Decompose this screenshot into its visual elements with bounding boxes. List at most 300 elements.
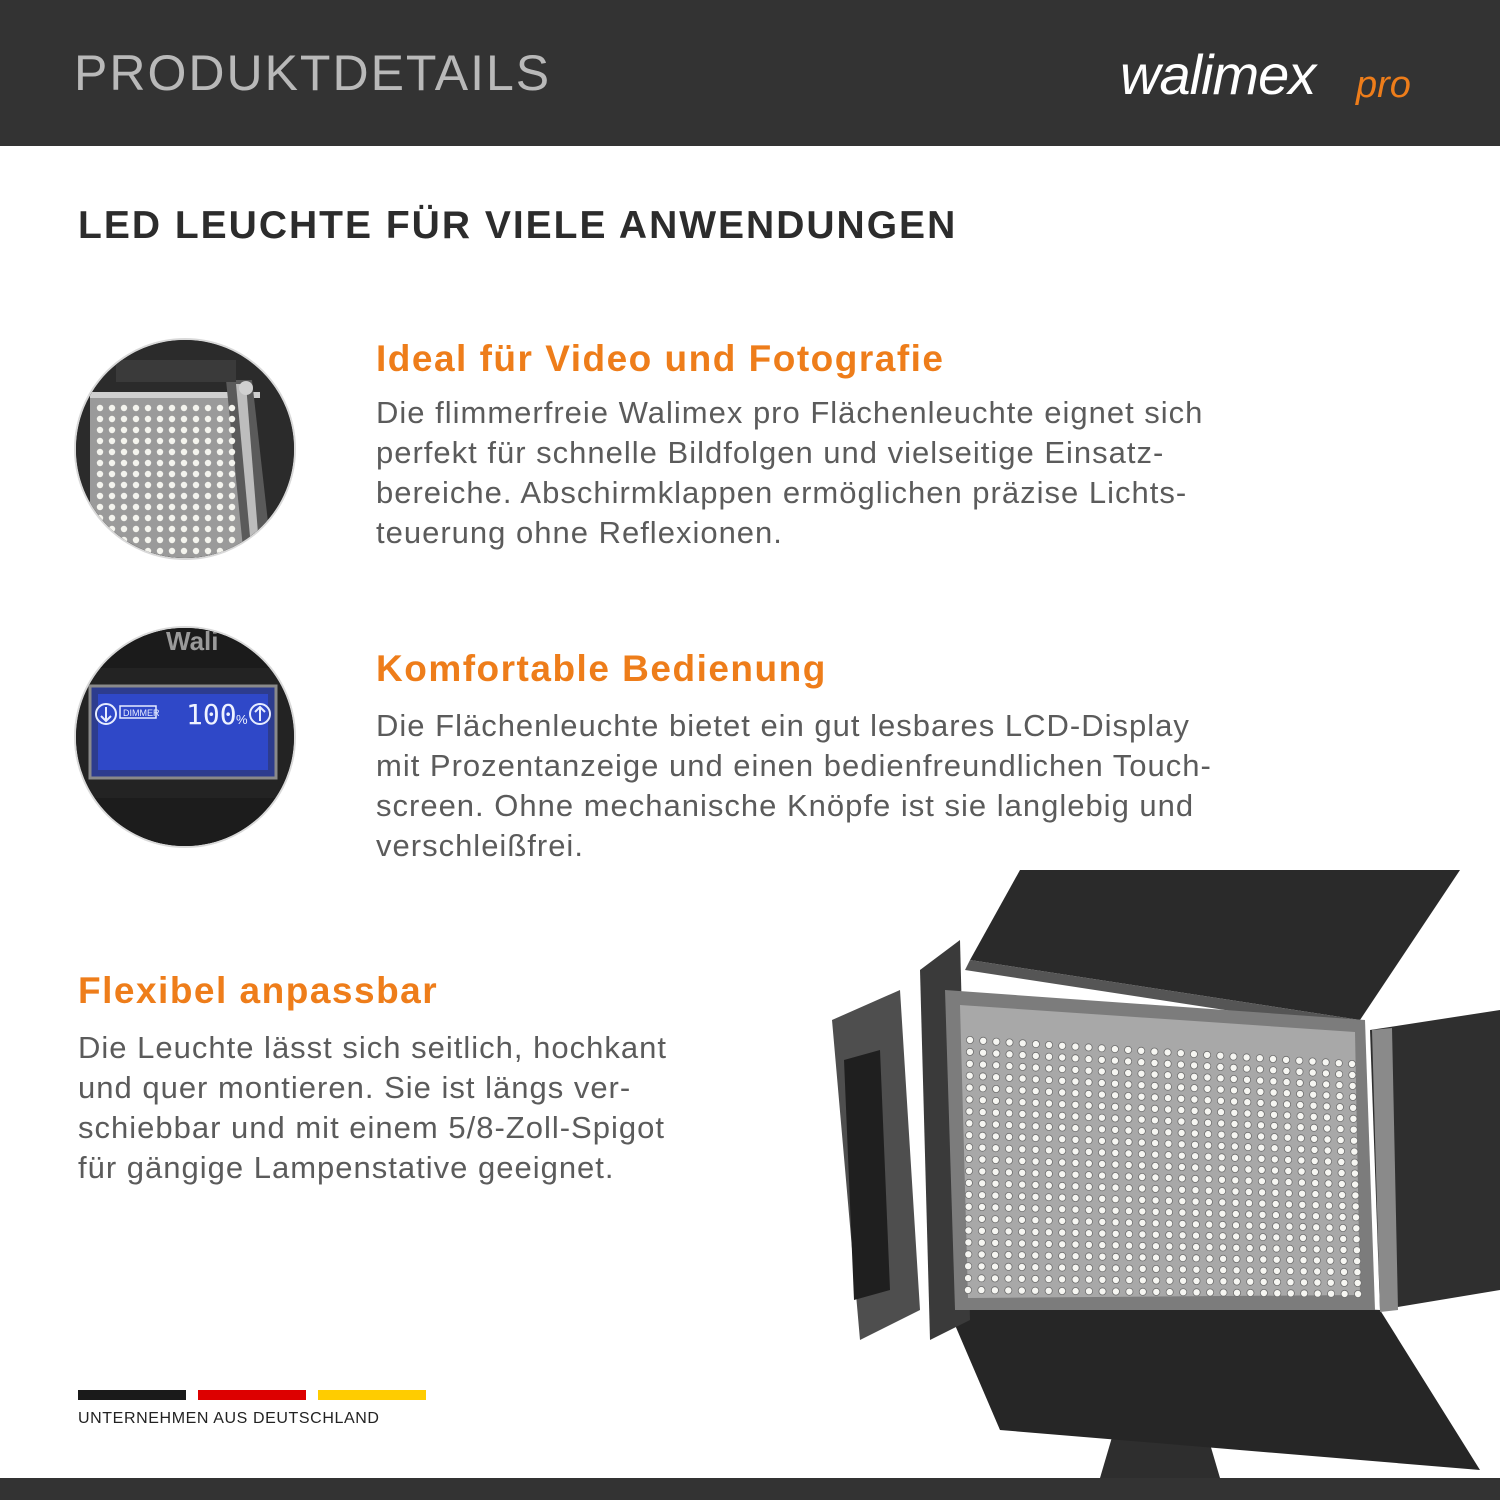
led-dot: [133, 460, 139, 466]
led-dot: [229, 405, 235, 411]
led-dot: [1354, 1269, 1361, 1276]
led-dot: [1298, 1157, 1305, 1164]
led-dot: [145, 449, 151, 455]
led-dot: [1192, 1221, 1199, 1228]
led-dot: [1191, 1096, 1198, 1103]
led-dot: [1286, 1245, 1293, 1252]
led-dot: [1153, 1288, 1160, 1295]
led-dot: [121, 493, 127, 499]
led-dot: [1179, 1220, 1186, 1227]
led-dot: [1337, 1148, 1344, 1155]
led-dot: [1139, 1196, 1146, 1203]
led-dot: [1299, 1212, 1306, 1219]
led-dot: [97, 504, 103, 510]
led-dot: [1338, 1169, 1345, 1176]
led-dot: [1019, 1063, 1026, 1070]
led-dot: [1165, 1106, 1172, 1113]
led-dot: [1018, 1252, 1025, 1259]
led-dot: [1005, 1181, 1012, 1188]
led-dot: [1045, 1158, 1052, 1165]
led-dot: [1085, 1114, 1092, 1121]
led-dot: [157, 515, 163, 521]
led-dot: [1232, 1165, 1239, 1172]
lcd-percent-unit: %: [236, 712, 248, 727]
led-dot: [1032, 1076, 1039, 1083]
led-dot: [1327, 1257, 1334, 1264]
led-dot: [1019, 1040, 1026, 1047]
led-dot: [1257, 1122, 1264, 1129]
led-dot: [1300, 1257, 1307, 1264]
led-dot: [1245, 1188, 1252, 1195]
led-dot: [1164, 1060, 1171, 1067]
led-dot: [1191, 1073, 1198, 1080]
led-dot: [1085, 1056, 1092, 1063]
led-dot: [1311, 1168, 1318, 1175]
led-dot: [1112, 1184, 1119, 1191]
led-dot: [1125, 1161, 1132, 1168]
led-dot: [1219, 1188, 1226, 1195]
led-dot: [1244, 1110, 1251, 1117]
led-dot: [1005, 1240, 1012, 1247]
led-dot: [109, 526, 115, 532]
led-dot: [1151, 1059, 1158, 1066]
led-dot: [1019, 1099, 1026, 1106]
led-dot: [1125, 1104, 1132, 1111]
led-dot: [1005, 1192, 1012, 1199]
led-dot: [1285, 1201, 1292, 1208]
led-dot: [97, 515, 103, 521]
led-dot: [193, 416, 199, 422]
led-dot: [217, 493, 223, 499]
led-dot: [1059, 1287, 1066, 1294]
led-dot: [1166, 1266, 1173, 1273]
led-dot: [991, 1287, 998, 1294]
led-dot: [97, 416, 103, 422]
led-dot: [1283, 1090, 1290, 1097]
led-dot: [169, 537, 175, 543]
section-text-bedienung: [376, 706, 1212, 866]
led-dot: [1098, 1091, 1105, 1098]
led-dot: [1165, 1186, 1172, 1193]
led-dot: [205, 449, 211, 455]
led-dot: [993, 1062, 1000, 1069]
led-dot: [217, 460, 223, 466]
led-dot: [1231, 1109, 1238, 1116]
led-dot: [1151, 1082, 1158, 1089]
led-dot: [181, 416, 187, 422]
led-dot: [1322, 1059, 1329, 1066]
led-dot: [1257, 1077, 1264, 1084]
led-dot: [965, 1191, 972, 1198]
led-dot: [133, 416, 139, 422]
led-dot: [1165, 1152, 1172, 1159]
led-dot: [169, 438, 175, 444]
led-dot: [1165, 1174, 1172, 1181]
led-dot: [1217, 1109, 1224, 1116]
led-dot: [181, 515, 187, 521]
led-dot: [1139, 1173, 1146, 1180]
led-dot: [966, 1048, 973, 1055]
led-dot: [1006, 1110, 1013, 1117]
led-dot: [1059, 1066, 1066, 1073]
led-dot: [1298, 1168, 1305, 1175]
led-dot: [966, 1060, 973, 1067]
led-dot: [992, 1204, 999, 1211]
led-dot: [1165, 1117, 1172, 1124]
led-dot: [965, 1251, 972, 1258]
led-dot: [979, 1061, 986, 1068]
led-dot: [217, 482, 223, 488]
led-dot: [1098, 1126, 1105, 1133]
led-dot: [979, 1132, 986, 1139]
led-dot: [1284, 1134, 1291, 1141]
led-dot: [991, 1275, 998, 1282]
led-dot: [1350, 1137, 1357, 1144]
led-dot: [1179, 1266, 1186, 1273]
led-dot: [229, 548, 235, 554]
led-dot: [1098, 1056, 1105, 1063]
led-dot: [1193, 1289, 1200, 1296]
led-dot: [1125, 1150, 1132, 1157]
led-dot: [109, 460, 115, 466]
led-dot: [1206, 1232, 1213, 1239]
led-dot: [1327, 1279, 1334, 1286]
led-dot: [217, 471, 223, 477]
led-dot: [1247, 1289, 1254, 1296]
led-dot: [1032, 1052, 1039, 1059]
led-dot: [169, 416, 175, 422]
led-dot: [1337, 1126, 1344, 1133]
led-dot: [1259, 1200, 1266, 1207]
led-dot: [1139, 1277, 1146, 1284]
led-dot: [978, 1251, 985, 1258]
header-title: PRODUKTDETAILS: [74, 45, 552, 101]
text-line: und quer montieren. Sie ist längs ver-: [78, 1070, 632, 1105]
led-dot: [1112, 1219, 1119, 1226]
led-dot: [217, 537, 223, 543]
led-dot: [965, 1179, 972, 1186]
led-dot: [169, 515, 175, 521]
led-dot: [1311, 1135, 1318, 1142]
led-dot: [1072, 1066, 1079, 1073]
led-dot: [1206, 1266, 1213, 1273]
led-dot: [1098, 1103, 1105, 1110]
led-dot: [169, 471, 175, 477]
led-dot: [1179, 1186, 1186, 1193]
led-dot: [1072, 1241, 1079, 1248]
led-dot: [978, 1203, 985, 1210]
led-dot: [1354, 1279, 1361, 1286]
led-dot: [229, 493, 235, 499]
led-dot: [121, 537, 127, 543]
led-dot: [1111, 1046, 1118, 1053]
led-dot: [1220, 1267, 1227, 1274]
led-dot: [205, 515, 211, 521]
led-dot: [1085, 1148, 1092, 1155]
led-dot: [1313, 1235, 1320, 1242]
led-dot: [1032, 1264, 1039, 1271]
led-dot: [181, 449, 187, 455]
led-dot: [145, 416, 151, 422]
led-dot: [181, 460, 187, 466]
text-line: bereiche. Abschirmklappen ermöglichen präzise Lichts-: [376, 475, 1188, 510]
led-dot: [169, 482, 175, 488]
led-dot: [1327, 1268, 1334, 1275]
led-dot: [181, 548, 187, 554]
led-dot: [1151, 1128, 1158, 1135]
led-dot: [1341, 1279, 1348, 1286]
led-dot: [1231, 1098, 1238, 1105]
led-dot: [1166, 1289, 1173, 1296]
led-dot: [1218, 1165, 1225, 1172]
led-dot: [965, 1215, 972, 1222]
led-dot: [1258, 1133, 1265, 1140]
led-dot: [1232, 1199, 1239, 1206]
led-dot: [229, 504, 235, 510]
led-dot: [217, 438, 223, 444]
led-dot: [1125, 1173, 1132, 1180]
led-dot: [1353, 1247, 1360, 1254]
led-dot: [1354, 1258, 1361, 1265]
led-dot: [1269, 1055, 1276, 1062]
led-dot: [1125, 1219, 1132, 1226]
led-dot: [1260, 1289, 1267, 1296]
led-dot: [1284, 1112, 1291, 1119]
led-dot: [1059, 1171, 1066, 1178]
led-dot: [181, 471, 187, 477]
led-dot: [965, 1227, 972, 1234]
led-dot: [1233, 1244, 1240, 1251]
led-dot: [1193, 1243, 1200, 1250]
led-dot: [145, 460, 151, 466]
text-line: Die flimmerfreie Walimex pro Flächenleuchte eignet sich: [376, 395, 1204, 430]
led-dot: [1059, 1042, 1066, 1049]
led-dot: [1139, 1185, 1146, 1192]
led-dot: [1045, 1100, 1052, 1107]
led-dot: [1099, 1276, 1106, 1283]
led-dot: [181, 405, 187, 411]
led-dot: [157, 460, 163, 466]
led-dot: [1284, 1123, 1291, 1130]
led-dot: [1348, 1060, 1355, 1067]
led-dot: [1019, 1052, 1026, 1059]
led-dot: [965, 1155, 972, 1162]
led-light-product-image: [820, 870, 1500, 1478]
led-dot: [157, 471, 163, 477]
led-dot: [1257, 1099, 1264, 1106]
led-dot: [979, 1073, 986, 1080]
led-dot: [1287, 1290, 1294, 1297]
led-dot: [1138, 1162, 1145, 1169]
led-dot: [1287, 1279, 1294, 1286]
led-dot: [1325, 1191, 1332, 1198]
led-dot: [1311, 1157, 1318, 1164]
led-dot: [1179, 1243, 1186, 1250]
led-dot: [1349, 1093, 1356, 1100]
led-dot: [1327, 1246, 1334, 1253]
led-dot: [1230, 1064, 1237, 1071]
led-dot: [1112, 1207, 1119, 1214]
led-dot: [181, 438, 187, 444]
led-dot: [145, 493, 151, 499]
flag-bar-black: [78, 1390, 186, 1400]
led-dot: [1271, 1167, 1278, 1174]
led-dot: [1244, 1087, 1251, 1094]
led-dot: [1271, 1156, 1278, 1163]
led-dot: [121, 471, 127, 477]
led-dot: [1111, 1080, 1118, 1087]
led-dot: [966, 1072, 973, 1079]
led-dot: [1125, 1196, 1132, 1203]
led-dot: [1139, 1219, 1146, 1226]
led-dot: [1247, 1267, 1254, 1274]
led-dot: [1270, 1111, 1277, 1118]
led-dot: [1072, 1206, 1079, 1213]
led-dot: [1165, 1129, 1172, 1136]
led-dot: [1232, 1222, 1239, 1229]
led-dot: [193, 438, 199, 444]
led-dot: [979, 1144, 986, 1151]
led-dot: [966, 1108, 973, 1115]
led-dot: [1151, 1094, 1158, 1101]
led-dot: [1310, 1102, 1317, 1109]
led-dot: [1219, 1199, 1226, 1206]
led-dot: [1139, 1242, 1146, 1249]
led-dot: [1219, 1210, 1226, 1217]
led-dot: [1243, 1054, 1250, 1061]
led-dot: [193, 427, 199, 433]
led-dot: [1204, 1097, 1211, 1104]
led-dot: [1270, 1089, 1277, 1096]
led-dot: [1072, 1125, 1079, 1132]
led-dot: [133, 482, 139, 488]
led-dot: [1256, 1055, 1263, 1062]
led-dot: [1072, 1253, 1079, 1260]
led-dot: [1139, 1288, 1146, 1295]
led-dot: [1297, 1113, 1304, 1120]
led-dot: [1099, 1184, 1106, 1191]
led-dot: [157, 548, 163, 554]
led-dot: [1246, 1222, 1253, 1229]
led-dot: [1059, 1159, 1066, 1166]
led-dot: [1126, 1288, 1133, 1295]
led-dot: [1244, 1121, 1251, 1128]
led-dot: [1005, 1275, 1012, 1282]
led-dot: [181, 427, 187, 433]
led-dot: [1353, 1225, 1360, 1232]
led-dot: [1178, 1118, 1185, 1125]
led-dot: [169, 493, 175, 499]
led-dot: [1299, 1190, 1306, 1197]
led-dot: [1337, 1137, 1344, 1144]
led-dot: [1098, 1079, 1105, 1086]
text-line: screen. Ohne mechanische Knöpfe ist sie langlebig und: [376, 788, 1195, 823]
led-dot: [1204, 1119, 1211, 1126]
led-dot: [1285, 1190, 1292, 1197]
led-dot: [979, 1180, 986, 1187]
led-dot: [1191, 1062, 1198, 1069]
led-dot: [1059, 1241, 1066, 1248]
led-dot: [980, 1037, 987, 1044]
led-dot: [109, 548, 115, 554]
led-dot: [966, 1096, 973, 1103]
led-dot: [1205, 1176, 1212, 1183]
led-dot: [1045, 1240, 1052, 1247]
led-dot: [1005, 1263, 1012, 1270]
led-dot: [1085, 1264, 1092, 1271]
led-dot: [1245, 1155, 1252, 1162]
led-dot: [1005, 1157, 1012, 1164]
led-dot: [1298, 1146, 1305, 1153]
led-dot: [992, 1156, 999, 1163]
led-dot: [1178, 1152, 1185, 1159]
section-title-video: Ideal für Video und Fotografie: [376, 338, 945, 379]
led-dot: [217, 504, 223, 510]
led-dot: [133, 537, 139, 543]
led-dot: [229, 515, 235, 521]
led-dot: [1220, 1289, 1227, 1296]
led-dot: [992, 1145, 999, 1152]
led-dot: [1296, 1090, 1303, 1097]
led-dot: [1339, 1224, 1346, 1231]
led-dot: [169, 504, 175, 510]
led-dot: [992, 1251, 999, 1258]
led-dot: [1257, 1111, 1264, 1118]
led-dot: [1219, 1221, 1226, 1228]
led-dot: [978, 1239, 985, 1246]
led-dot: [1287, 1256, 1294, 1263]
led-dot: [1072, 1090, 1079, 1097]
led-dot: [1072, 1113, 1079, 1120]
led-dot: [1059, 1182, 1066, 1189]
led-dot: [1019, 1193, 1026, 1200]
led-dot: [1205, 1198, 1212, 1205]
led-dot: [1152, 1197, 1159, 1204]
led-dot: [1245, 1200, 1252, 1207]
led-dot: [1019, 1075, 1026, 1082]
led-dot: [1246, 1244, 1253, 1251]
led-dot: [217, 515, 223, 521]
led-dot: [965, 1203, 972, 1210]
led-dot: [1152, 1162, 1159, 1169]
led-dot: [1352, 1192, 1359, 1199]
led-dot: [1192, 1164, 1199, 1171]
led-dot: [1019, 1146, 1026, 1153]
led-dot: [1112, 1103, 1119, 1110]
led-dot: [1296, 1079, 1303, 1086]
led-dot: [1032, 1088, 1039, 1095]
led-dot: [992, 1133, 999, 1140]
led-dot: [1178, 1163, 1185, 1170]
led-dot: [1152, 1140, 1159, 1147]
led-dot: [145, 548, 151, 554]
led-dot: [1179, 1209, 1186, 1216]
led-dot: [1314, 1268, 1321, 1275]
led-dot: [1314, 1279, 1321, 1286]
led-dot: [1349, 1071, 1356, 1078]
led-dot: [1322, 1070, 1329, 1077]
led-dot: [993, 1050, 1000, 1057]
led-dot: [1006, 1086, 1013, 1093]
led-dot: [1045, 1264, 1052, 1271]
led-dot: [992, 1192, 999, 1199]
led-dot: [1152, 1151, 1159, 1158]
led-dot: [1323, 1114, 1330, 1121]
led-dot: [1085, 1160, 1092, 1167]
led-dot: [1205, 1153, 1212, 1160]
led-dot: [1260, 1245, 1267, 1252]
led-dot: [979, 1156, 986, 1163]
